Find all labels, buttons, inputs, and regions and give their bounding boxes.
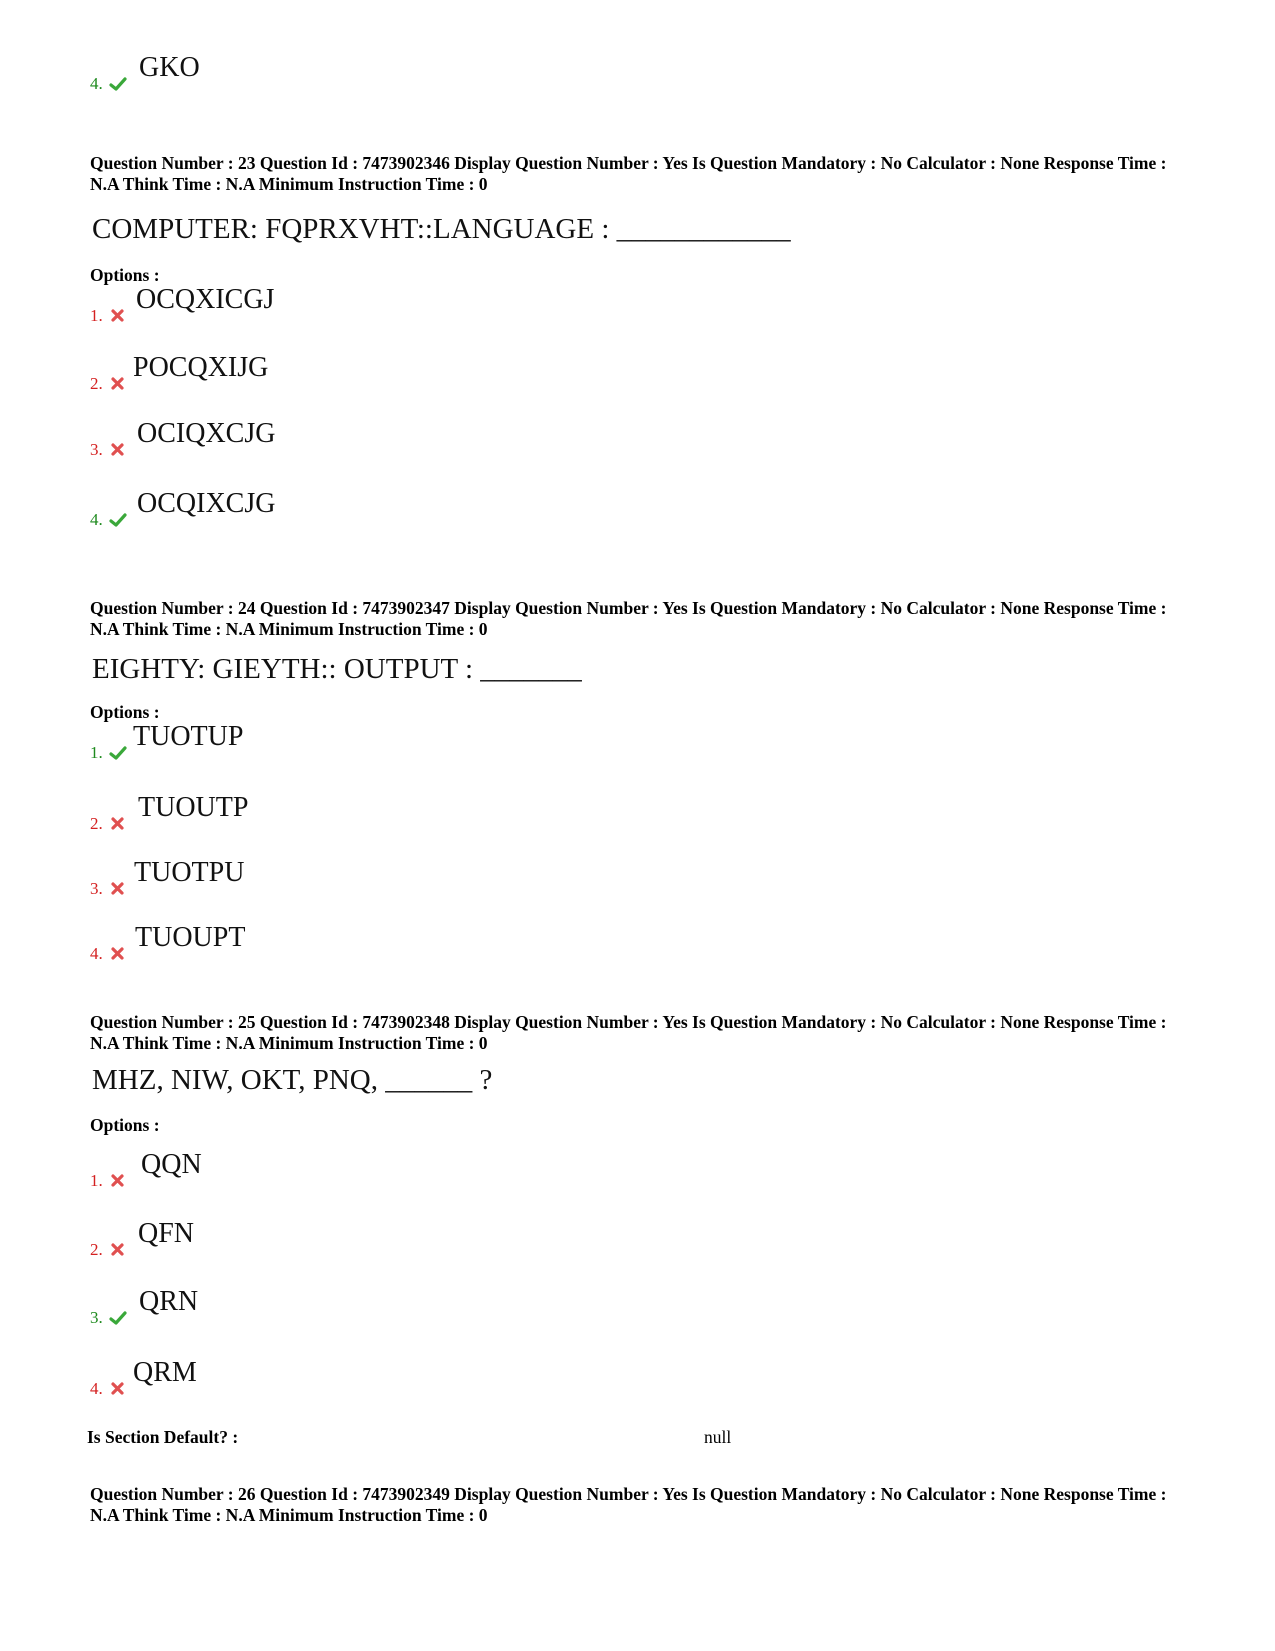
cross-icon [109, 881, 127, 897]
question-stem: COMPUTER: FQPRXVHT::LANGUAGE : ____________ [92, 213, 791, 245]
option-text: QRN [139, 1286, 199, 1317]
cross-icon [109, 308, 127, 324]
option-number: 4. [90, 1379, 103, 1398]
option-text: QFN [138, 1218, 195, 1249]
option-number: 1. [90, 306, 103, 325]
option-number: 3. [90, 879, 103, 898]
option-number: 2. [90, 374, 103, 393]
check-icon [109, 1310, 127, 1326]
question-stem: EIGHTY: GIEYTH:: OUTPUT : _______ [92, 653, 582, 685]
option-text: TUOUTP [138, 792, 249, 823]
option-number: 3. [90, 440, 103, 459]
option-number: 2. [90, 814, 103, 833]
question-meta: Question Number : 23 Question Id : 7473902346 Display Question Number : Yes Is Question Mandatory : No Calculator : None Response Time : N.A Think Time : N.A Minimum Instruction Time : 0 [90, 153, 1167, 194]
option-text: OCQIXCJG [137, 488, 276, 519]
option-text: TUOUPT [135, 922, 246, 953]
cross-icon [109, 1381, 127, 1397]
section-default-value: null [704, 1427, 732, 1447]
option-number: 1. [90, 743, 103, 762]
cross-icon [109, 816, 127, 832]
option-number: 2. [90, 1240, 103, 1259]
options-label: Options : [90, 702, 160, 722]
option-text: QQN [141, 1149, 202, 1180]
option-text: TUOTUP [133, 721, 244, 752]
option-number: 3. [90, 1308, 103, 1327]
option-number: 4. [90, 74, 103, 93]
option-text: QRM [133, 1357, 197, 1388]
option-text: TUOTPU [134, 857, 245, 888]
option-text: OCIQXCJG [137, 418, 276, 449]
check-icon [109, 76, 127, 92]
check-icon [109, 512, 127, 528]
section-default-label: Is Section Default? : [87, 1427, 239, 1447]
option-number: 4. [90, 944, 103, 963]
option-number: 4. [90, 510, 103, 529]
question-meta: Question Number : 26 Question Id : 7473902349 Display Question Number : Yes Is Question Mandatory : No Calculator : None Response Time : N.A Think Time : N.A Minimum Instruction Time : 0 [90, 1484, 1167, 1525]
option-text: OCQXICGJ [136, 284, 275, 315]
options-label: Options : [90, 265, 160, 285]
cross-icon [109, 376, 127, 392]
check-icon [109, 745, 127, 761]
options-label: Options : [90, 1115, 160, 1135]
option-text: GKO [139, 52, 200, 83]
cross-icon [109, 1242, 127, 1258]
cross-icon [109, 442, 127, 458]
option-text: POCQXIJG [133, 352, 269, 383]
option-number: 1. [90, 1171, 103, 1190]
question-meta: Question Number : 24 Question Id : 7473902347 Display Question Number : Yes Is Question Mandatory : No Calculator : None Response Time : N.A Think Time : N.A Minimum Instruction Time : 0 [90, 598, 1167, 639]
question-stem: MHZ, NIW, OKT, PNQ, ______ ? [92, 1064, 493, 1096]
cross-icon [109, 1173, 127, 1189]
cross-icon [109, 946, 127, 962]
question-meta: Question Number : 25 Question Id : 7473902348 Display Question Number : Yes Is Question Mandatory : No Calculator : None Response Time : N.A Think Time : N.A Minimum Instruction Time : 0 [90, 1012, 1167, 1053]
